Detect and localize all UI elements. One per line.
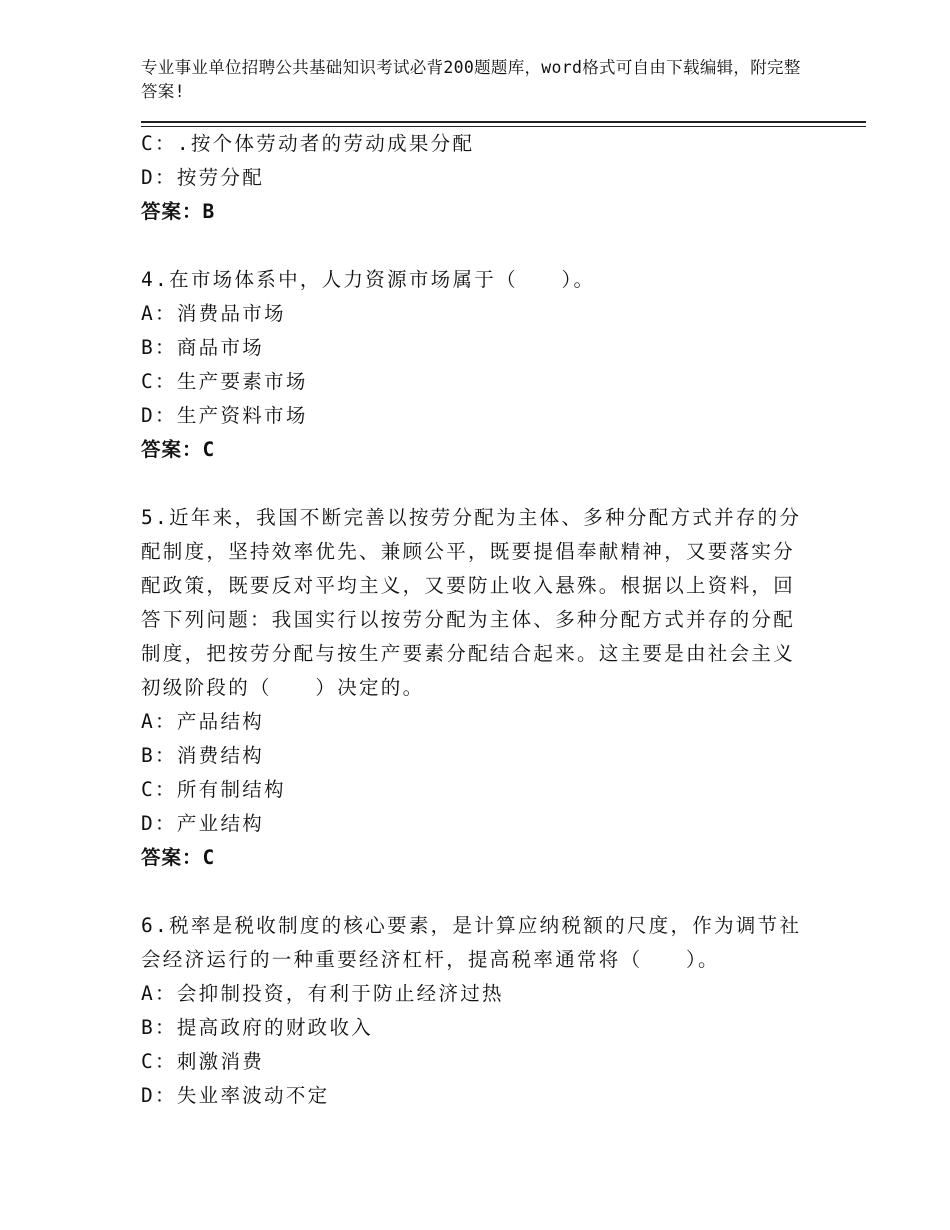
answer-line: 答案：B <box>141 200 216 223</box>
question-stem: 4.在市场体系中，人力资源市场属于（ ）。 <box>141 268 596 291</box>
answer-line: 答案：C <box>141 846 216 869</box>
question-6 <box>141 909 801 1113</box>
option-b: B：消费结构 <box>141 744 265 767</box>
option-c: C：刺激消费 <box>141 1050 265 1073</box>
question-stem-line: 5.近年来，我国不断完善以按劳分配为主体、多种分配方式并存的分 <box>141 506 802 529</box>
question-stem-line: 初级阶段的（ ）决定的。 <box>141 676 425 699</box>
option-c: C：生产要素市场 <box>141 370 308 393</box>
question-5 <box>141 501 801 875</box>
option-a: A：会抑制投资，有利于防止经济过热 <box>141 982 504 1005</box>
question-4 <box>141 263 801 467</box>
question-stem-line: 制度，把按劳分配与按生产要素分配结合起来。这主要是由社会主义 <box>141 642 796 665</box>
option-b: B：商品市场 <box>141 336 265 359</box>
option-b: B：提高政府的财政收入 <box>141 1016 374 1039</box>
header-rule-thick <box>141 121 866 123</box>
question-gap <box>141 229 801 263</box>
option-d: D：产业结构 <box>141 812 265 835</box>
option-d: D：失业率波动不定 <box>141 1084 330 1107</box>
option-a: A：消费品市场 <box>141 302 286 325</box>
question-stem-line: 配政策，既要反对平均主义，又要防止收入悬殊。根据以上资料，回 <box>141 574 796 597</box>
question-stem-line: 会经济运行的一种重要经济杠杆，提高税率通常将（ ）。 <box>141 948 720 971</box>
document-header <box>141 56 801 104</box>
answer-line: 答案：C <box>141 438 216 461</box>
option-d: D：生产资料市场 <box>141 404 308 427</box>
option-c: C：.按个体劳动者的劳动成果分配 <box>141 132 475 155</box>
header-text: 专业事业单位招聘公共基础知识考试必背200题题库，word格式可自由下载编辑，附完整答案! <box>141 58 801 101</box>
question-stem-line: 6.税率是税收制度的核心要素，是计算应纳税额的尺度，作为调节社 <box>141 914 802 937</box>
option-a: A：产品结构 <box>141 710 265 733</box>
question-gap <box>141 467 801 501</box>
option-d: D：按劳分配 <box>141 166 265 189</box>
question-3-tail <box>141 127 801 229</box>
option-c: C：所有制结构 <box>141 778 286 801</box>
question-list <box>141 127 801 1113</box>
question-stem-line: 答下列问题：我国实行以按劳分配为主体、多种分配方式并存的分配 <box>141 608 796 631</box>
question-stem-line: 配制度，坚持效率优先、兼顾公平，既要提倡奉献精神，又要落实分 <box>141 540 796 563</box>
question-gap <box>141 875 801 909</box>
